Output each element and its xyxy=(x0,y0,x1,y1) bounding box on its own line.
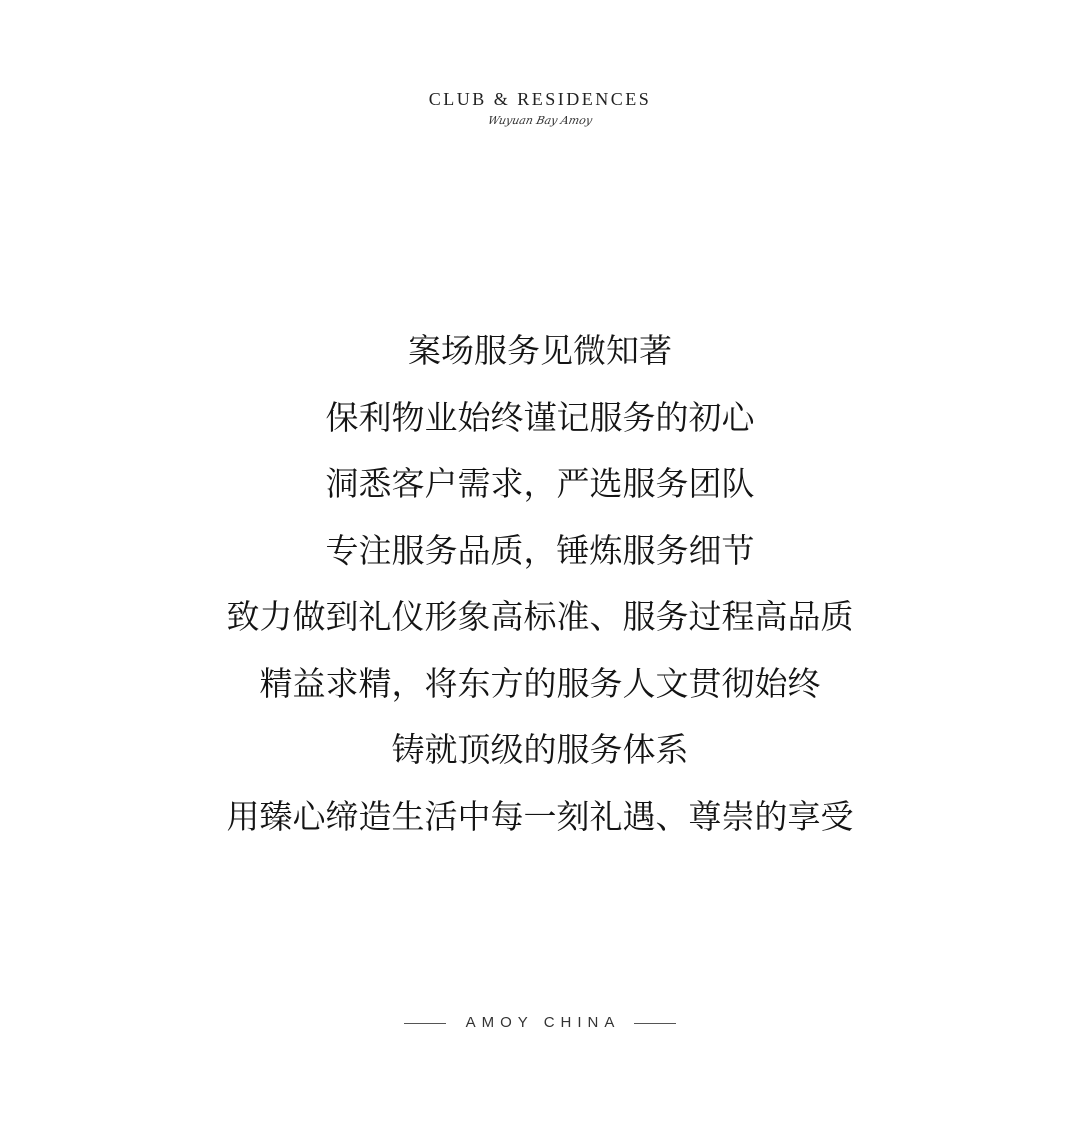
poem-line: 精益求精，将东方的服务人文贯彻始终 xyxy=(259,663,821,703)
brand-header xyxy=(0,88,1080,129)
poem-line: 专注服务品质，锤炼服务细节 xyxy=(325,530,755,570)
poem-line: 致力做到礼仪形象高标准、服务过程高品质 xyxy=(226,597,854,636)
poem-text xyxy=(0,318,1080,850)
poem-line: 铸就顶级的服务体系 xyxy=(391,730,689,769)
brand-title: CLUB & RESIDENCES xyxy=(428,89,652,109)
footer-rule-right xyxy=(634,1023,676,1024)
footer-signature xyxy=(0,1013,1080,1033)
poem-line: 保利物业始终谨记服务的初心 xyxy=(325,397,755,437)
footer-label: AMOY CHINA xyxy=(465,1014,621,1031)
footer-rule-left xyxy=(404,1023,446,1024)
brand-script-logo: Wuyuan Bay Amoy xyxy=(486,114,594,127)
poem-line: 洞悉客户需求，严选服务团队 xyxy=(325,464,755,503)
poem-line: 用臻心缔造生活中每一刻礼遇、尊崇的享受 xyxy=(226,796,854,836)
poem-line: 案场服务见微知著 xyxy=(408,331,672,370)
